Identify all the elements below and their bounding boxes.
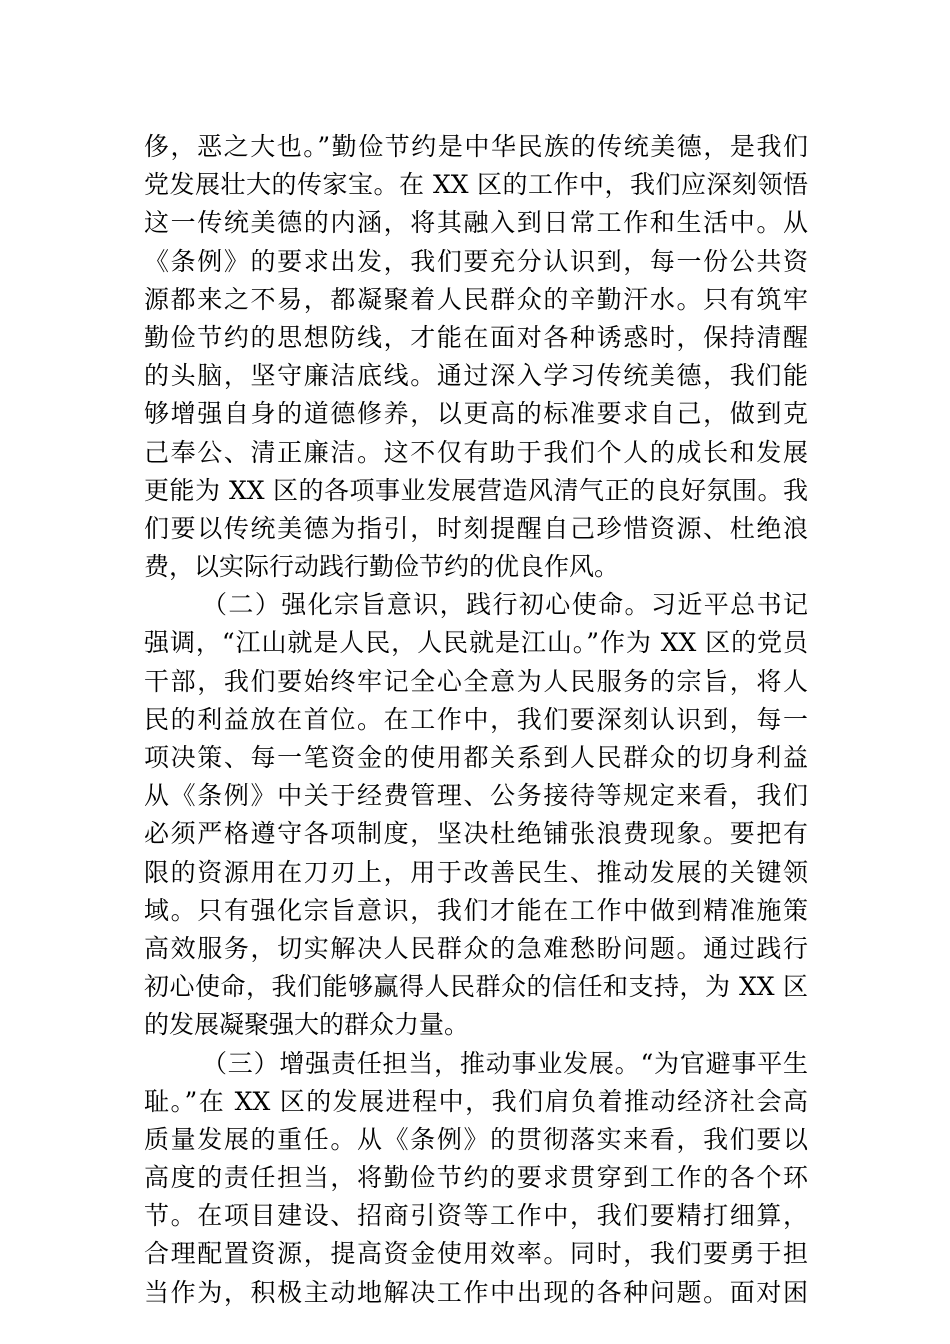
text-line: 的头脑，坚守廉洁底线。通过深入学习传统美德，我们能 (144, 361, 808, 391)
body-text (144, 128, 808, 1312)
text-line: 限的资源用在刀刃上，用于改善民生、推动发展的关键领 (144, 857, 808, 887)
text-line: 更能为 XX 区的各项事业发展营造风清气正的良好氛围。我 (144, 475, 808, 505)
paragraph-first-line: （三）增强责任担当，推动事业发展。“为官避事平生 (202, 1048, 808, 1078)
text-line: 这一传统美德的内涵，将其融入到日常工作和生活中。从 (144, 208, 808, 238)
text-line: 费，以实际行动践行勤俭节约的优良作风。 (144, 552, 620, 582)
text-line: 节。在项目建设、招商引资等工作中，我们要精打细算， (144, 1201, 808, 1231)
paragraph-first-line: （二）强化宗旨意识，践行初心使命。习近平总书记 (202, 590, 808, 620)
text-line: 强调，“江山就是人民，人民就是江山。”作为 XX 区的党员 (144, 628, 808, 658)
text-line: 必须严格遵守各项制度，坚决杜绝铺张浪费现象。要把有 (144, 819, 808, 849)
text-line: 高度的责任担当，将勤俭节约的要求贯穿到工作的各个环 (144, 1163, 808, 1193)
text-line: 们要以传统美德为指引，时刻提醒自己珍惜资源、杜绝浪 (144, 513, 808, 543)
text-line: 项决策、每一笔资金的使用都关系到人民群众的切身利益 (144, 743, 808, 772)
text-line: 够增强自身的道德修养，以更高的标准要求自己，做到克 (144, 399, 808, 429)
text-line: 干部，我们要始终牢记全心全意为人民服务的宗旨，将人 (144, 666, 808, 696)
text-line: 域。只有强化宗旨意识，我们才能在工作中做到精准施策 (144, 895, 808, 925)
text-line: 初心使命，我们能够赢得人民群众的信任和支持，为 XX 区 (144, 972, 808, 1002)
text-line: 耻。”在 XX 区的发展进程中，我们肩负着推动经济社会高 (144, 1086, 808, 1116)
text-line: 从《条例》中关于经费管理、公务接待等规定来看，我们 (144, 781, 808, 811)
text-line: 当作为，积极主动地解决工作中出现的各种问题。面对困 (144, 1277, 808, 1307)
text-line: 源都来之不易，都凝聚着人民群众的辛勤汗水。只有筑牢 (144, 284, 808, 314)
text-line: 党发展壮大的传家宝。在 XX 区的工作中，我们应深刻领悟 (144, 170, 808, 200)
text-line: 质量发展的重任。从《条例》的贯彻落实来看，我们要以 (144, 1124, 808, 1154)
text-line: 《条例》的要求出发，我们要充分认识到，每一份公共资 (144, 246, 808, 276)
text-line: 高效服务，切实解决人民群众的急难愁盼问题。通过践行 (144, 933, 808, 963)
text-line: 的发展凝聚强大的群众力量。 (144, 1010, 470, 1040)
text-line: 民的利益放在首位。在工作中，我们要深刻认识到，每一 (144, 704, 808, 734)
text-line: 勤俭节约的思想防线，才能在面对各种诱惑时，保持清醒 (144, 322, 808, 352)
text-line: 侈，恶之大也。”勤俭节约是中华民族的传统美德，是我们 (144, 132, 808, 161)
text-line: 合理配置资源，提高资金使用效率。同时，我们要勇于担 (144, 1239, 808, 1269)
text-line: 己奉公、清正廉洁。这不仅有助于我们个人的成长和发展 (144, 437, 808, 467)
